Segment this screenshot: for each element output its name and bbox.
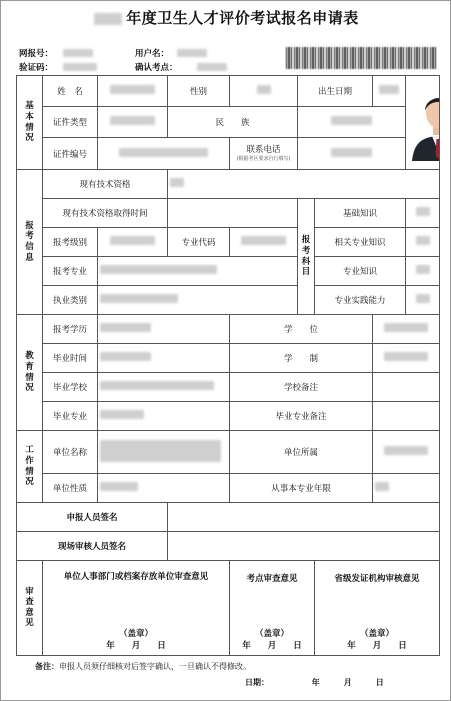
practice-type-value: [98, 286, 298, 315]
grad-time-value: [98, 344, 230, 373]
form-table: [16, 75, 440, 656]
subject-basic: 基础知识: [315, 199, 406, 228]
subject-practice-value: [406, 286, 440, 315]
photo-cell: [406, 76, 440, 170]
reg-no-label: 网报号：: [19, 49, 54, 59]
major-code-label: 专业代码: [168, 228, 230, 257]
qual-time-value: [168, 199, 298, 228]
redacted-user: [177, 49, 207, 57]
ethnicity-label: 民 族: [168, 107, 298, 138]
seal-date-2: 年 月 日: [242, 640, 302, 651]
major-note-label: 毕业专业备注: [230, 402, 373, 431]
note-text: 申报人员须仔细核对后签字确认，一旦确认不得修改。: [59, 662, 251, 671]
school-label: 毕业学校: [43, 373, 98, 402]
review-col3-label: 省级发证机构审核意见: [315, 561, 440, 595]
unit-name-value: [98, 431, 230, 474]
unit-type-value: [98, 474, 230, 503]
phone-value: [298, 138, 406, 170]
grad-major-label: 毕业专业: [43, 402, 98, 431]
degree-label: 学 位: [230, 315, 373, 344]
review-col1-seal: [43, 595, 230, 656]
duration-label: 学 制: [230, 344, 373, 373]
degree-value: [373, 315, 440, 344]
section-exam: 报 考 信 息: [17, 170, 43, 315]
seal-label-1: （盖章）: [118, 628, 153, 639]
practice-type-label: 执业类别: [43, 286, 98, 315]
subject-major: 专业知识: [315, 257, 406, 286]
subject-related-value: [406, 228, 440, 257]
onsite-signature-label: 现场审核人员签名: [17, 532, 168, 561]
redacted-site: [197, 63, 227, 71]
note-label: 备注：: [35, 662, 59, 671]
applicant-signature-field[interactable]: [168, 503, 440, 532]
section-education: 教 育 情 况: [17, 315, 43, 431]
subject-major-value: [406, 257, 440, 286]
major-label: 报考专业: [43, 257, 98, 286]
years-label: 从事本专业年限: [230, 474, 373, 503]
confirm-site-label: 确认考点：: [135, 63, 178, 73]
gender-value: [230, 76, 298, 107]
date-parts: 年 月 日: [311, 678, 384, 687]
title-text: 年度卫生人才评价考试报名申请表: [126, 9, 359, 27]
current-qual-label: 现有技术资格: [43, 170, 168, 199]
school-value: [98, 373, 230, 402]
name-label: 姓 名: [43, 76, 98, 107]
seal-date-3: 年 月 日: [347, 640, 407, 651]
footer-date: [245, 677, 384, 688]
onsite-signature-field[interactable]: [168, 532, 440, 561]
ethnicity-value: [298, 107, 406, 138]
redacted-year: [94, 13, 122, 25]
phone-note: (根据考区要求自行填写): [236, 155, 291, 162]
edu-label: 报考学历: [43, 315, 98, 344]
form-title: [1, 7, 451, 28]
major-code-value: [230, 228, 298, 257]
footer-note: [35, 661, 251, 672]
phone-label: 联系电话: [246, 145, 281, 156]
id-no-value: [98, 138, 230, 170]
verify-label: 验证码：: [19, 63, 54, 73]
school-note-label: 学校备注: [230, 373, 373, 402]
years-value: [373, 474, 440, 503]
id-type-label: 证件类型: [43, 107, 98, 138]
unit-belong-value: [373, 431, 440, 474]
date-label: 日期：: [245, 678, 269, 687]
qual-time-label: 现有技术资格取得时间: [43, 199, 168, 228]
redacted-reg-no: [63, 49, 93, 57]
school-note-value: [373, 373, 440, 402]
applicant-signature-label: 申报人员签名: [17, 503, 168, 532]
current-qual-value: [168, 170, 440, 199]
level-value: [98, 228, 168, 257]
grad-time-label: 毕业时间: [43, 344, 98, 373]
review-col2-seal: [230, 595, 315, 656]
section-basic: 基 本 情 况: [17, 76, 43, 170]
seal-date-1: 年 月 日: [106, 640, 166, 651]
duration-value: [373, 344, 440, 373]
unit-belong-label: 单位所属: [230, 431, 373, 474]
barcode: [286, 47, 436, 69]
subject-related: 相关专业知识: [315, 228, 406, 257]
applicant-photo: [408, 81, 440, 161]
redacted-verify: [63, 63, 97, 71]
review-col3-seal: [315, 595, 440, 656]
id-no-label: 证件编号: [43, 138, 98, 170]
section-review: 审 查 意 见: [17, 561, 43, 656]
review-col2-label: 考点审查意见: [230, 561, 315, 595]
unit-name-label: 单位名称: [43, 431, 98, 474]
gender-label: 性别: [168, 76, 230, 107]
unit-type-label: 单位性质: [43, 474, 98, 503]
birth-label: 出生日期: [298, 76, 373, 107]
major-value: [98, 257, 298, 286]
major-note-value: [373, 402, 440, 431]
subject-basic-value: [406, 199, 440, 228]
section-subjects: 报 考 科 目: [298, 199, 315, 315]
seal-label-3: （盖章）: [360, 628, 395, 639]
section-work: 工 作 情 况: [17, 431, 43, 503]
edu-value: [98, 315, 230, 344]
user-label: 用户名：: [135, 49, 170, 59]
grad-major-value: [98, 402, 230, 431]
id-type-value: [98, 107, 168, 138]
subject-practice: 专业实践能力: [315, 286, 406, 315]
review-col1-label: 单位人事部门或档案存放单位审查意见: [43, 561, 230, 595]
phone-label-cell: [230, 138, 298, 170]
name-value: [98, 76, 168, 107]
seal-label-2: （盖章）: [254, 628, 289, 639]
birth-value: [373, 76, 406, 107]
level-label: 报考级别: [43, 228, 98, 257]
